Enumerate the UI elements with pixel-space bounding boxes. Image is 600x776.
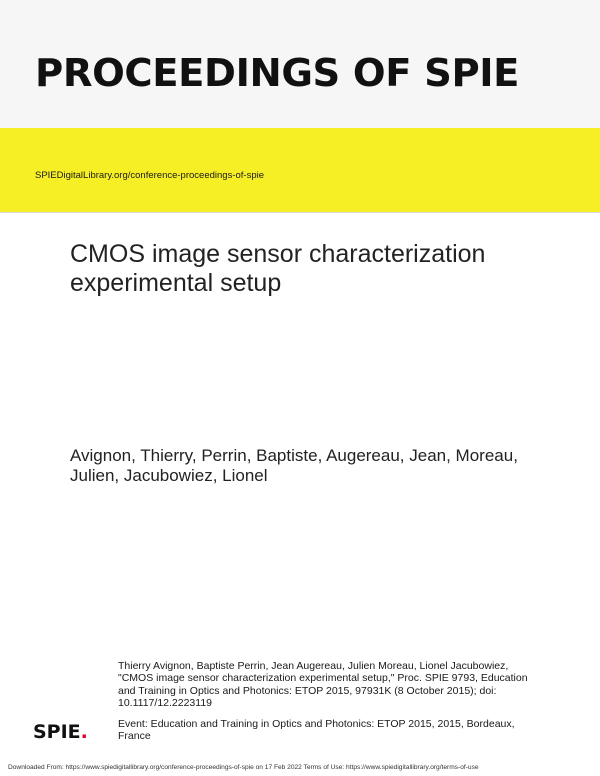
masthead-title: PROCEEDINGS OF SPIE	[35, 51, 520, 96]
author-list: Avignon, Thierry, Perrin, Baptiste, Augereau, Jean, Moreau, Julien, Jacubowiez, Lionel	[70, 446, 518, 485]
logo-text: SPIE	[33, 721, 81, 743]
header-band	[0, 0, 600, 128]
logo-dot: .	[80, 721, 88, 743]
digital-library-link[interactable]: SPIEDigitalLibrary.org/conference-proceedings-of-spie	[35, 170, 264, 181]
citation-text: Thierry Avignon, Baptiste Perrin, Jean Augereau, Julien Moreau, Lionel Jacubowiez, "CMOS image sensor characterization experimental setup," Proc. SPIE 9793, Education and Training in Optics and Photonics: ETOP 2015, 97931K (8 October 2015); doi: 10.1117/12.2223119	[118, 660, 528, 709]
download-footer: Downloaded From: https://www.spiedigitallibrary.org/conference-proceedings-of-spie on 17 Feb 2022 Terms of Use: https://www.spiedigitallibrary.org/terms-of-use	[8, 764, 479, 771]
paper-title: CMOS image sensor characterization experimental setup	[70, 240, 486, 297]
event-info: Event: Education and Training in Optics and Photonics: ETOP 2015, 2015, Bordeaux, France	[118, 718, 515, 743]
spie-logo	[33, 723, 88, 742]
